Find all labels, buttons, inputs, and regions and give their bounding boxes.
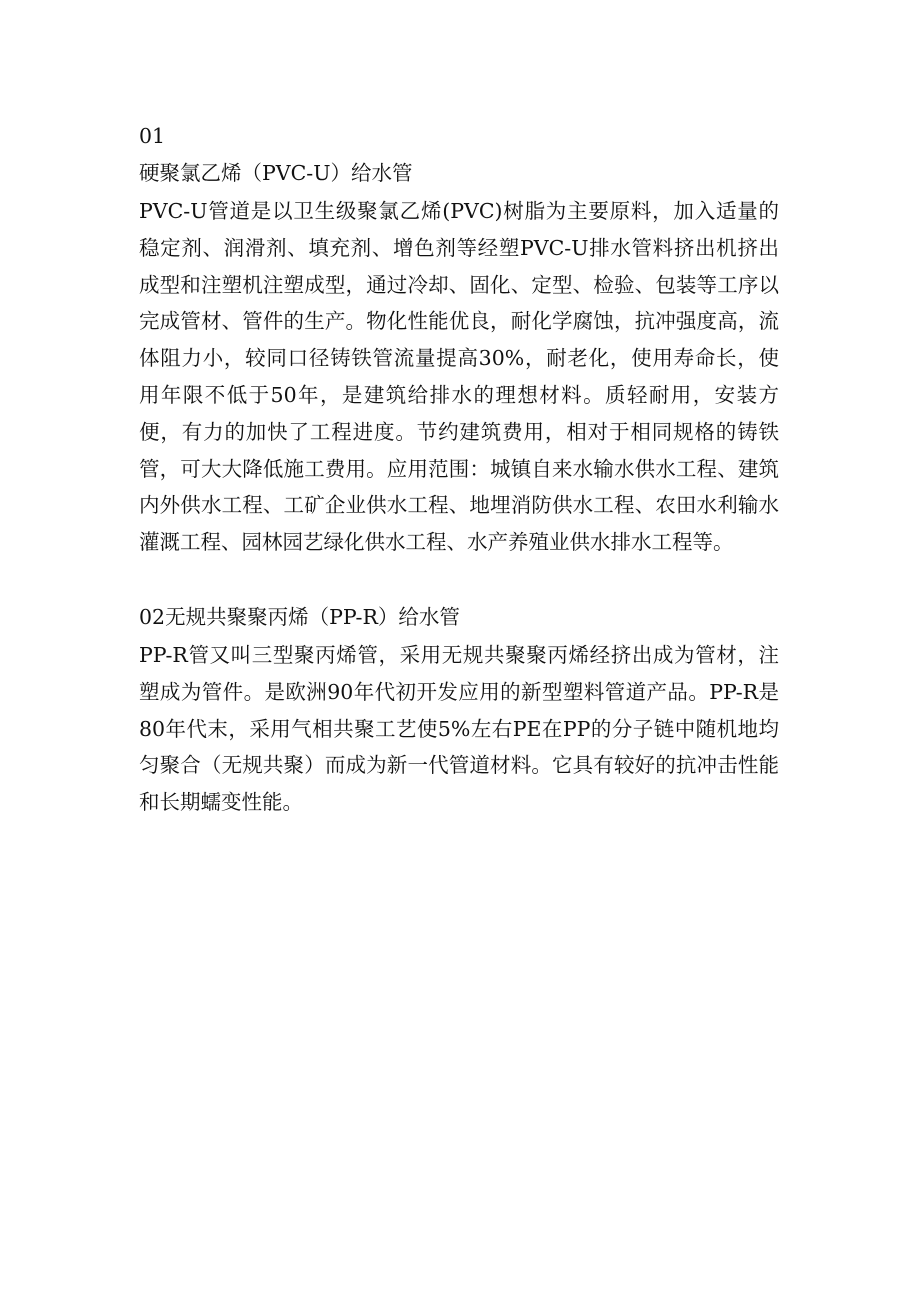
section-2-title: 02无规共聚聚丙烯（PP-R）给水管 [139,604,460,629]
section-2 [139,599,779,821]
section-1-title: 硬聚氯乙烯（PVC-U）给水管 [139,161,413,185]
section-1-body: PVC-U管道是以卫生级聚氯乙烯(PVC)树脂为主要原料，加入适量的稳定剂、润滑剂、填充剂、增色剂等经塑PVC-U排水管料挤出机挤出成型和注塑机注塑成型，通过冷却、固化、定型、检验、包装等工序以完成管材、管件的生产。物化性能优良，耐化学腐蚀，抗冲强度高，流体阻力小，较同口径铸铁管流量提高30%，耐老化，使用寿命长，使用年限不低于50年，是建筑给排水的理想材料。质轻耐用，安装方便，有力的加快了工程进度。节约建筑费用，相对于相同规格的铸铁管，可大大降低施工费用。应用范围：城镇自来水输水供水工程、建筑内外供水工程、工矿企业供水工程、地埋消防供水工程、农田水利输水灌溉工程、园林园艺绿化供水工程、水产养殖业供水排水工程等。 [139,199,779,555]
document-content [139,118,779,821]
section-1-number: 01 [139,124,166,148]
section-2-body: PP-R管又叫三型聚丙烯管，采用无规共聚聚丙烯经挤出成为管材，注塑成为管件。是欧洲90年代初开发应用的新型塑料管道产品。PP-R是80年代末，采用气相共聚工艺使5%左右PE在PP的分子链中随机地均匀聚合（无规共聚）而成为新一代管道材料。它具有较好的抗冲击性能和长期蠕变性能。 [139,642,779,815]
